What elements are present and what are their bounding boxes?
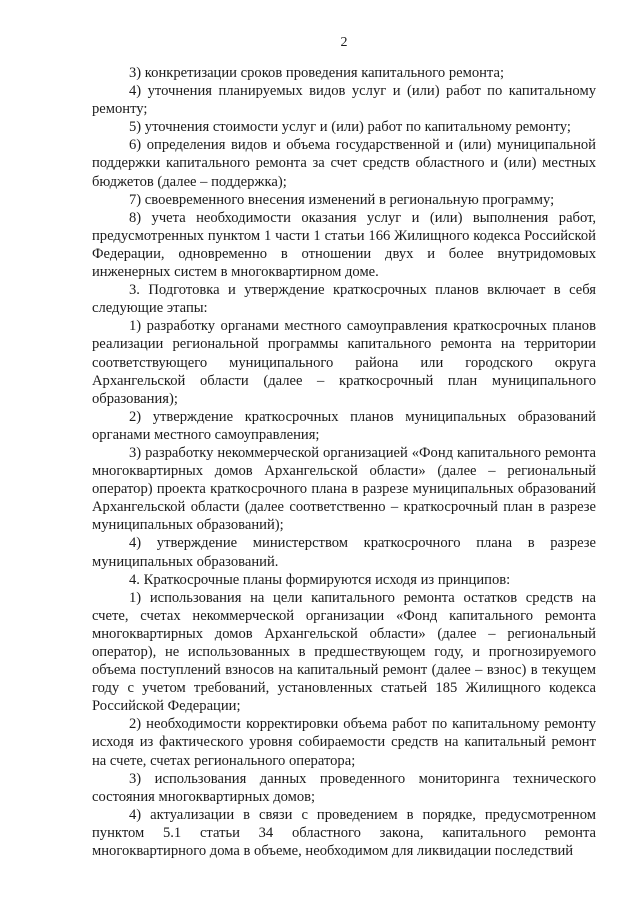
paragraph: 4) утверждение министерством краткосрочного плана в разрезе муниципальных образований. <box>92 535 596 570</box>
paragraph: 5) уточнения стоимости услуг и (или) работ по капитальному ремонту; <box>129 119 571 136</box>
paragraph: 1) разработку органами местного самоуправления краткосрочных планов реализации региональной программы капитального ремонта на территории соответствующего муниципального района или городского округа Архангельской области (далее – краткосрочный план муниципального образования); <box>92 318 596 407</box>
page-number: 2 <box>340 35 348 50</box>
paragraph: 3) использования данных проведенного мониторинга технического состояния многоквартирных домов; <box>92 770 596 805</box>
paragraph: 4) уточнения планируемых видов услуг и (или) работ по капитальному ремонту; <box>92 83 596 118</box>
paragraph: 3. Подготовка и утверждение краткосрочных планов включает в себя следующие этапы: <box>92 282 596 317</box>
paragraph: 3) конкретизации сроков проведения капитального ремонта; <box>129 65 505 81</box>
paragraph: 8) учета необходимости оказания услуг и (или) выполнения работ, предусмотренных пунктом 1 части 1 статьи 166 Жилищного кодекса Российской Федерации, одновременно в отношении двух и более внутридомовых инженерных систем в многоквартирном доме. <box>92 209 596 281</box>
paragraph: 4) актуализации в связи с проведением в порядке, предусмотренном пунктом 5.1 статьи 34 областного закона, капитального ремонта многоквартирного дома в объеме, необходимом для ликвидации последствий <box>92 806 596 860</box>
paragraph: 3) разработку некоммерческой организацией «Фонд капитального ремонта многоквартирных домов Архангельской области» (далее – региональный оператор) проекта краткосрочного плана в разрезе муниципальных образований Архангельской области (далее соответственно – краткосрочный план в разрезе муниципальных образований); <box>92 444 596 534</box>
paragraph: 6) определения видов и объема государственной и (или) муниципальной поддержки капитального ремонта за счет средств областного и (или) местных бюджетов (далее – поддержка); <box>92 137 596 190</box>
paragraph: 4. Краткосрочные планы формируются исходя из принципов: <box>129 571 511 588</box>
paragraph: 2) необходимости корректировки объема работ по капитальному ремонту исходя из фактического уровня собираемости средств на капитальный ремонт на счете, счетах регионального оператора; <box>92 716 596 769</box>
document-page <box>92 34 596 860</box>
paragraph: 7) своевременного внесения изменений в региональную программу; <box>129 191 555 208</box>
paragraph: 1) использования на цели капитального ремонта остатков средств на счете, счетах некоммерческой организации «Фонд капитального ремонта многоквартирных домов Архангельской области» (далее – региональный оператор), не использованных в предшествующем году, и прогнозируемого объема поступлений взносов на капитальный ремонт (далее – взнос) в текущем году с учетом требований, установленных статьей 185 Жилищного кодекса Российской Федерации; <box>92 589 596 715</box>
paragraph: 2) утверждение краткосрочных планов муниципальных образований органами местного самоуправления; <box>92 408 596 443</box>
document-body <box>92 64 596 860</box>
